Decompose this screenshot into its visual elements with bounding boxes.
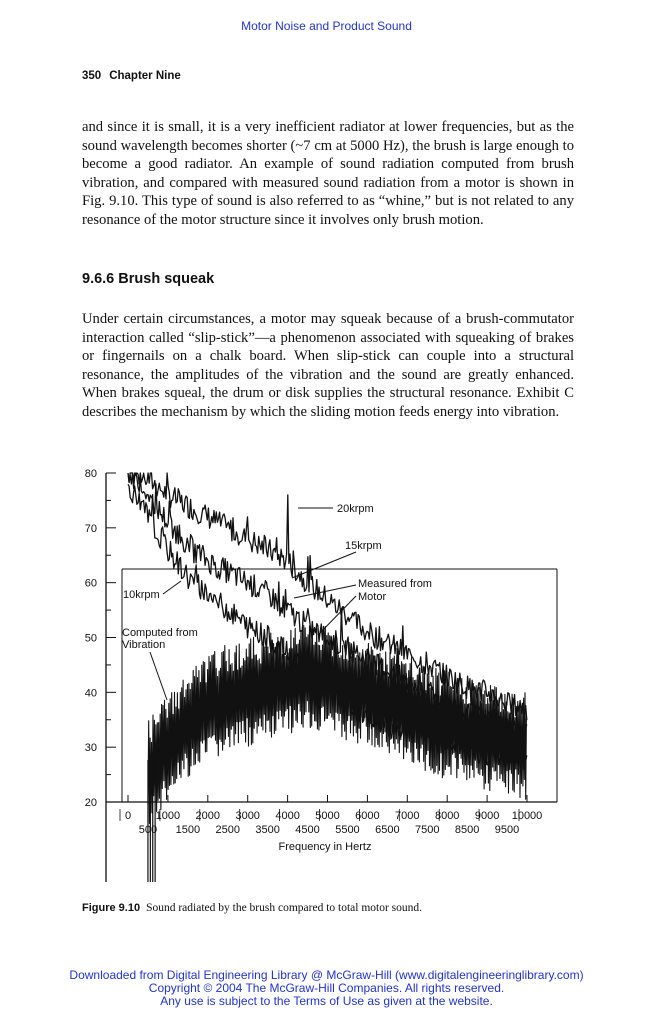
annotation-10krpm: 10krpm	[123, 589, 160, 601]
footer-line-1[interactable]: Downloaded from Digital Engineering Library @ McGraw-Hill (www.digitalengineeringlibrary.com)	[69, 968, 584, 982]
figure-caption	[82, 902, 422, 914]
page-number: 350	[82, 70, 102, 82]
section-heading: 9.6.6 Brush squeak	[82, 271, 215, 287]
x-tick-label: 1500	[175, 824, 201, 836]
x-axis-label: Frequency in Hertz	[278, 841, 372, 853]
x-tick-label: 5000	[315, 810, 340, 822]
x-tick-label: 8500	[454, 824, 480, 836]
x-tick-label: 2000	[195, 810, 221, 822]
x-tick-label: 9000	[474, 810, 500, 822]
series-computed-from-vibration	[148, 626, 527, 824]
figure-label: Figure 9.10	[82, 902, 141, 914]
x-tick-label: 500	[138, 824, 158, 836]
y-tick-label: 70	[84, 522, 97, 535]
y-tick-label: 40	[84, 687, 97, 700]
x-tick-label: 6000	[355, 810, 380, 822]
annotation-computed-line1: Computed from	[122, 627, 198, 639]
figure-9-10-chart	[0, 460, 653, 890]
x-tick-label: 4000	[275, 810, 300, 822]
y-tick-label: 50	[84, 632, 97, 645]
y-tick-label: 80	[84, 468, 97, 480]
leader-10krpm	[163, 581, 181, 594]
x-axis	[120, 795, 542, 836]
x-tick-label: 8000	[434, 810, 460, 822]
annotation-20krpm: 20krpm	[337, 503, 374, 515]
x-tick-label: 7000	[395, 810, 420, 822]
x-tick-label: 9500	[494, 824, 520, 836]
x-tick-label: 6500	[375, 824, 400, 836]
top-banner-link[interactable]: Motor Noise and Product Sound	[241, 19, 412, 33]
body-paragraph-2: Under certain circumstances, a motor may squeak because of a brush-commutator interaction called “slip-stick”—a phenomenon associated with squeaking of brakes or fingernails on a chalk board. When slip-stick can couple into a structural resonance, the amplitudes of the vibration and the sound are greatly enhanced. When brakes squeal, the drum or disk supplies the structural resonance. Exhibit C describes the mechanism by which the sliding motion feeds energy into vibration.	[82, 311, 574, 420]
leader-15krpm	[292, 552, 356, 578]
annotation-15krpm: 15krpm	[345, 540, 382, 552]
figure-caption-text: Sound radiated by the brush compared to total motor sound.	[146, 902, 423, 914]
y-axis	[85, 468, 116, 809]
footer-line-3: Any use is subject to the Terms of Use as given at the website.	[160, 994, 493, 1008]
x-tick-label: 4500	[295, 824, 320, 836]
footer-line-2: Copyright © 2004 The McGraw-Hill Companies. All rights reserved.	[148, 981, 505, 995]
y-tick-label: 30	[84, 742, 97, 755]
x-tick-label: 2500	[215, 824, 240, 836]
x-tick-label: 1000	[155, 810, 181, 822]
x-tick-label: 10000	[511, 810, 543, 822]
leader-measured-2	[318, 596, 356, 635]
running-head	[82, 70, 181, 82]
x-tick-label: 5500	[335, 824, 360, 836]
x-tick-label: 7500	[415, 824, 440, 836]
annotation-measured-line1: Measured from	[358, 578, 432, 590]
y-tick-label: 60	[84, 577, 97, 590]
y-tick-label: 20	[84, 797, 97, 809]
x-tick-label: 3500	[255, 824, 280, 836]
x-tick-label: 0	[124, 810, 132, 822]
annotation-computed-line2: Vibration	[122, 639, 166, 651]
leader-computed	[150, 652, 167, 700]
body-paragraph-1: and since it is small, it is a very inefficient radiator at lower frequencies, but as the sound wavelength becomes shorter (~7 cm at 5000 Hz), the brush is large enough to become a good radiator. An example of sound radiation computed from brush vibration, and compared with measured sound radiation from a motor is shown in Fig. 9.10. This type of sound is also referred to as “whine,” but is not related to any resonance of the motor structure since it involves only brush motion.	[82, 119, 574, 228]
chapter-title: Chapter Nine	[109, 70, 181, 82]
annotation-measured-line2: Motor	[358, 591, 387, 603]
x-tick-label: 3000	[235, 810, 260, 822]
footer	[0, 969, 653, 1008]
